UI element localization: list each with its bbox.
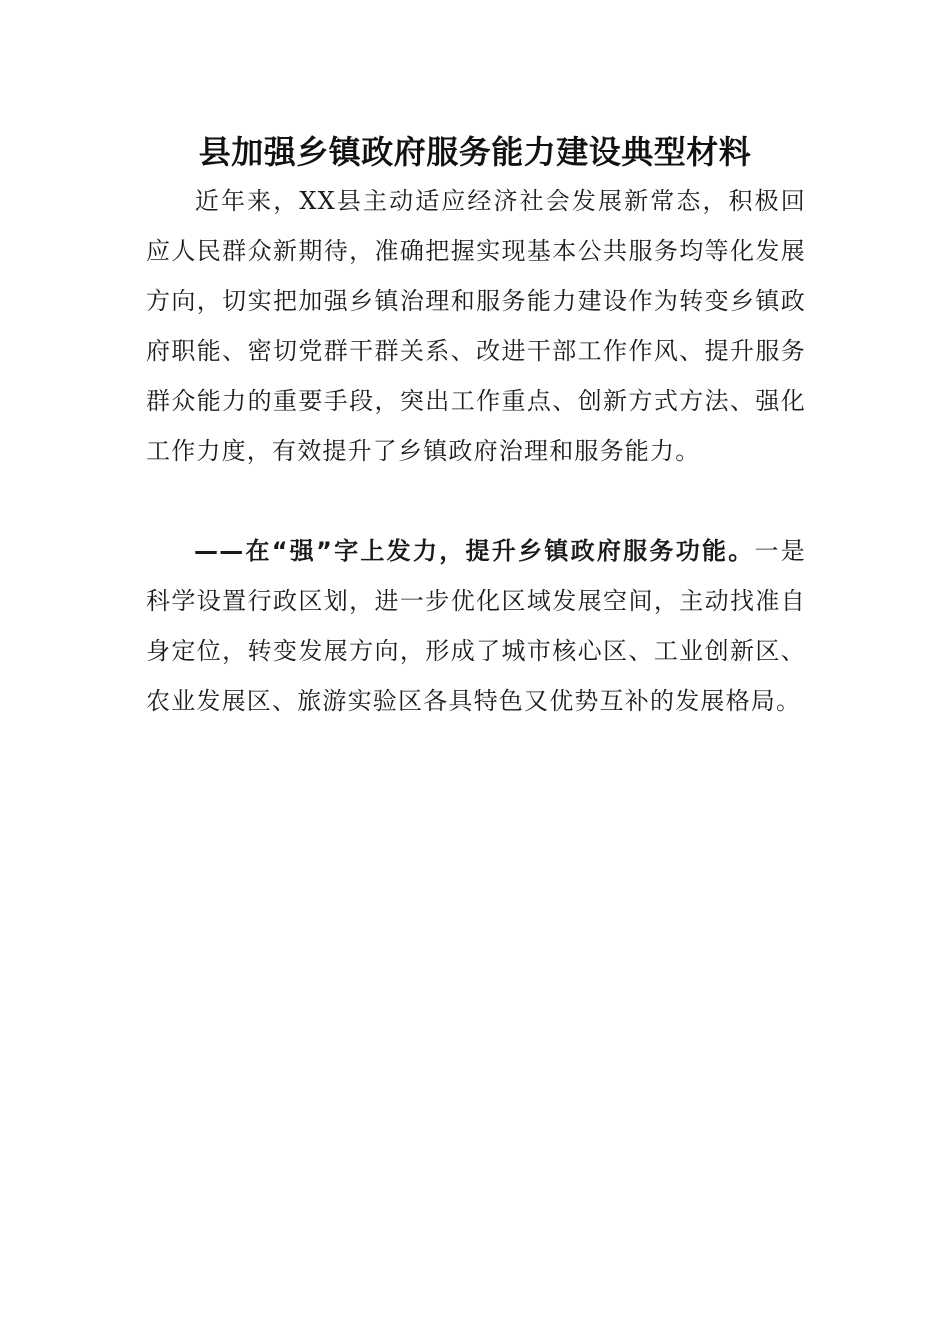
document-title: 县加强乡镇政府服务能力建设典型材料 [198,133,752,171]
section-heading: ——在“强”字上发力，提升乡镇政府服务功能。 [194,537,755,565]
paragraph-intro-text: 近年来，XX县主动适应经济社会发展新常态，积极回应人民群众新期待，准确把握实现基本公共服务均等化发展方向，切实把加强乡镇治理和服务能力建设作为转变乡镇政府职能、密切党群干群关系、改进干部工作作风、提升服务群众能力的重要手段，突出工作重点、创新方式方法、强化工作力度，有效提升了乡镇政府治理和服务能力。 [146,187,806,465]
paragraph-intro [146,176,806,476]
section-body-text: 一是科学设置行政区划，进一步优化区域发展空间，主动找准自身定位，转变发展方向，形成了城市核心区、工业创新区、农业发展区、旅游实验区各具特色又优势互补的发展格局。 [146,537,806,715]
paragraph-section-one [146,526,806,726]
